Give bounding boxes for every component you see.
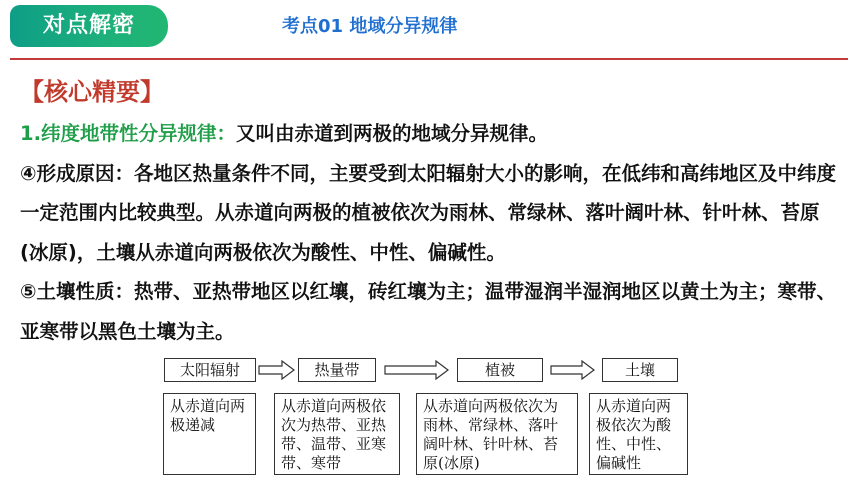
- flow-arrow-2: [384, 360, 450, 380]
- rule-line: [20, 114, 840, 154]
- flow-desc-vegetation: 从赤道向两极依次为雨林、常绿林、落叶阔叶林、针叶林、苔原(冰原): [416, 393, 578, 475]
- flow-desc-solar-radiation: 从赤道向两极递减: [163, 393, 256, 475]
- section-title: 【核心精要】: [20, 78, 164, 106]
- soil-paragraph: ⑤土壤性质：热带、亚热带地区以红壤，砖红壤为主；温带湿润半湿润地区以黄土为主；寒带、亚寒带以黑色土壤为主。: [20, 280, 837, 343]
- header-divider: [10, 58, 848, 60]
- flow-desc-heat-zone: 从赤道向两极依次为热带、亚热带、温带、亚寒带、寒带: [274, 393, 400, 475]
- flow-node-heat-zone: 热量带: [298, 358, 376, 382]
- flow-desc-soil: 从赤道向两极依次为酸性、中性、偏碱性: [589, 393, 688, 475]
- flow-node-solar-radiation: 太阳辐射: [164, 358, 256, 382]
- topic-title: 考点01 地域分异规律: [282, 16, 458, 37]
- flow-node-vegetation: 植被: [457, 358, 543, 382]
- cause-paragraph: ④形成原因：各地区热量条件不同，主要受到太阳辐射大小的影响，在低纬和高纬地区及中纬度一定范围内比较典型。从赤道向两极的植被依次为雨林、常绿林、落叶阔叶林、针叶林、苔原(冰原)，土壤从赤道向两极依次为酸性、中性、偏碱性。: [20, 161, 837, 264]
- rule-text: 又叫由赤道到两极的地域分异规律。: [235, 122, 548, 145]
- rule-heading: 1.纬度地带性分异规律：: [20, 122, 236, 145]
- flow-arrow-1: [258, 360, 296, 380]
- flow-node-soil: 土壤: [602, 358, 678, 382]
- content-body: [20, 114, 840, 351]
- flow-arrow-3: [550, 360, 596, 380]
- section-badge: 对点解密: [10, 5, 168, 47]
